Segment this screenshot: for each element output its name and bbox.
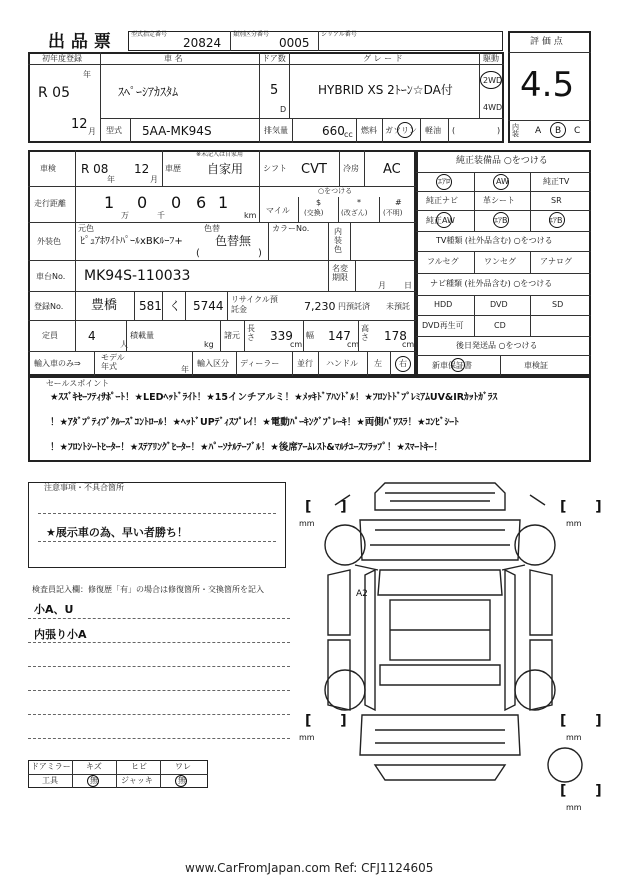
equip-aw: AW [496, 177, 509, 186]
first-reg-year-unit: 年 [83, 70, 91, 79]
repaint-label: 色替 [204, 224, 220, 233]
shift-value: CVT [301, 162, 327, 177]
mileage-digit-5: 1 [218, 193, 229, 212]
diesel-open-paren: ( [452, 126, 456, 135]
equip-navi: 純正ナビ [426, 196, 458, 205]
tv-oneseg: ワンセグ [484, 257, 516, 266]
interior-selected-circle [550, 122, 566, 138]
shaken-month: 12 [134, 162, 150, 176]
orig-color-value: ﾋﾟｭｱﾎﾜｲﾄﾊﾟｰﾙxBKﾙｰﾌ+ [80, 236, 183, 247]
mileage-label: 走行距離 [34, 199, 66, 208]
length-value: 339 [270, 329, 293, 343]
mileage-km-unit: km [244, 211, 257, 220]
damage-mark-a2: A2 [356, 589, 368, 599]
legend-door-mirror: ドアミラー [31, 762, 71, 771]
equip-airbag-1-circle [493, 212, 509, 228]
katashiki-value: 20824 [183, 36, 222, 50]
legend-jack-value: 無 [178, 776, 186, 785]
exchange-label: (交換) [304, 209, 324, 217]
tv-analog: アナログ [540, 257, 572, 266]
tv-header: TV種類 (社外品含む) ○をつける [436, 236, 553, 245]
handle-left: 左 [374, 359, 382, 368]
tread-mm-fl: mm [299, 519, 315, 528]
repaint-value: 色替無 [215, 234, 252, 248]
shaken-year-unit: 年 [107, 175, 115, 184]
recycle-value: 7,230 [304, 300, 336, 313]
load-unit: kg [204, 340, 214, 349]
tamper-symbol: * [357, 198, 361, 207]
displacement-value: 660 [322, 124, 345, 138]
equipment-header: 純正装備品 ○をつける [456, 156, 548, 166]
defect-text: ★展示車の為、早い者勝ち！ [46, 526, 188, 539]
fuel-value: ガソリン [385, 126, 417, 135]
sales-points-label: セールスポイント [46, 379, 110, 388]
tread-bracket-fl: [ ] [305, 499, 359, 515]
height-unit: cm [402, 340, 415, 349]
width-value: 147 [328, 329, 351, 343]
repaint-close-paren: ) [258, 248, 262, 259]
score-value: 4.5 [520, 65, 575, 105]
legend-kizu: キズ [86, 762, 102, 771]
inspector-line-1: 小A、U [34, 603, 74, 616]
footer-watermark: www.CarFromJapan.com Ref: CFJ1124605 [185, 861, 434, 875]
plate-label: 登録No. [34, 302, 64, 311]
grade-label: グ レ ー ド [363, 54, 403, 63]
first-reg-label: 初年度登録 [42, 54, 82, 63]
ruibetsu-value: 0005 [279, 36, 310, 50]
shaken-label: 車検 [40, 164, 56, 173]
tamper-label: (改ざん) [341, 209, 368, 217]
legend-tools: 工具 [42, 776, 58, 785]
mileage-note: ○をつける [318, 187, 353, 195]
legend-ware: ワレ [175, 762, 191, 771]
model-label: 型式 [106, 126, 122, 135]
tread-bracket-spare: [ ] [560, 783, 614, 799]
chassis-value: MK94S-110033 [84, 268, 191, 284]
plate-kana: く [169, 299, 182, 313]
fuel-label: 燃料 [361, 126, 377, 135]
drive-selected-circle [480, 71, 502, 89]
score-label: 評 価 点 [530, 37, 563, 47]
shaken-month-unit: 月 [150, 175, 158, 184]
capacity-value: 4 [88, 329, 96, 343]
mileage-digit-1: 1 [104, 193, 115, 212]
height-label: 高さ [361, 324, 369, 342]
name-label: 車 名 [164, 54, 183, 63]
color-no-label: カラーNo. [272, 224, 310, 233]
navi-hdd: HDD [434, 300, 453, 309]
legend-jack: ジャッキ [121, 776, 153, 785]
navi-cd: CD [494, 321, 506, 330]
navi-dvd-play: DVD再生可 [422, 321, 464, 330]
interior-color-label: 内装色 [334, 227, 342, 254]
equip-genuine-aw: 純正AW [426, 216, 455, 225]
drive-label: 駆動 [483, 54, 499, 63]
later-header: 後日発送品 ○をつける [456, 341, 538, 350]
equip-aero: ｴｱﾛ [438, 177, 450, 186]
navi-header: ナビ種類 (社外品含む) ○をつける [430, 279, 553, 288]
equip-tv: 純正TV [543, 177, 570, 186]
tread-mm-spare: mm [566, 803, 582, 812]
tread-bracket-rl: [ ] [305, 713, 359, 729]
equip-genuine-aw-circle [436, 212, 452, 228]
exchange-symbol: $ [316, 198, 322, 207]
doors-sub: D [280, 105, 287, 114]
recycle-unpaid: 未預託 [386, 302, 410, 311]
first-reg-month-unit: 月 [88, 127, 96, 136]
interior-opt-b: B [555, 126, 562, 136]
parallel-label: 並行 [297, 359, 313, 368]
ac-label: 冷房 [343, 164, 359, 173]
mile-label: マイル [266, 206, 290, 215]
tread-bracket-rr: [ ] [560, 713, 614, 729]
navi-dvd: DVD [490, 300, 508, 309]
mileage-man-unit: 万 [121, 211, 129, 220]
drive-2wd: 2WD [483, 76, 503, 85]
name-change-label: 名変期限 [332, 264, 348, 282]
dims-label: 諸元 [224, 331, 240, 340]
handle-selected-circle [395, 356, 411, 372]
displacement-unit: cc [344, 130, 353, 139]
sales-point-line-3: ！★ﾌﾛﾝﾄｼｰﾄﾋｰﾀｰ！★ｽﾃｱﾘﾝｸﾞﾋｰﾀｰ！★ﾊﾟｰｿﾅﾙﾃｰﾌﾞﾙ！★後席ｱｰﾑﾚｽﾄ&ﾏﾙﾁﾕｰｽﾌﾗｯﾌﾟ！★ｽﾏｰﾄｷｰ！ [50, 442, 443, 453]
repaint-open-paren: ( [196, 248, 200, 259]
navi-sd: SD [552, 300, 564, 309]
mileage-digit-4: 6 [196, 193, 207, 212]
ac-value: AC [383, 162, 401, 177]
height-value: 178 [384, 329, 407, 343]
first-reg-year: R 05 [38, 85, 70, 101]
mileage-digit-2: 0 [137, 193, 148, 212]
defect-box [28, 482, 286, 568]
import-label: 輸入車のみ⇒ [34, 359, 81, 368]
equip-leather: 革シート [483, 196, 515, 205]
later-warranty: 新車保証書 [432, 361, 472, 370]
plate-class: 581 [139, 299, 162, 313]
recycle-label: リサイクル預託金 [231, 295, 278, 314]
later-warranty-circle [451, 358, 465, 372]
plate-number: 5744 [193, 299, 224, 313]
sales-point-line-2: ！★ｱﾀﾞﾌﾟﾃｨﾌﾞｸﾙｰｽﾞｺﾝﾄﾛｰﾙ！★ﾍｯﾄﾞUPﾃﾞｨｽﾌﾟﾚｲ！★電動ﾊﾟｰｷﾝｸﾞﾌﾞﾚｰｷ！★両側ﾊﾟﾜｽﾗ！★ｺﾝﾋﾞｼｰﾄ [50, 417, 459, 428]
equip-airbag-2-circle [549, 212, 565, 228]
length-unit: cm [290, 340, 303, 349]
diesel-close-paren: ) [497, 126, 501, 135]
interior-opt-a: A [535, 126, 542, 136]
chassis-label: 車台No. [36, 272, 66, 281]
legend-tools-circle [87, 775, 99, 787]
handle-right: 右 [399, 359, 407, 368]
fuel-selected-circle [397, 122, 413, 138]
width-label: 幅 [306, 331, 314, 340]
capacity-label: 定員 [42, 331, 58, 340]
shaken-year: R 08 [81, 162, 109, 176]
name-change-day: 日 [404, 281, 412, 290]
equip-airbag-2: ｴｱB [549, 216, 563, 225]
doors-label: ドア数 [262, 54, 286, 63]
load-label: 積載量 [130, 331, 154, 340]
usage-label: 車歴 [165, 164, 181, 173]
tread-mm-rr: mm [566, 733, 582, 742]
import-class-label: 輸入区分 [197, 359, 229, 368]
equip-sr: SR [551, 196, 562, 205]
model-year-unit: 年 [181, 365, 189, 374]
later-shakensho: 車検証 [524, 361, 548, 370]
interior-opt-c: C [574, 126, 581, 136]
shift-label: シフト [263, 164, 287, 173]
page-title: 出 品 票 [48, 32, 111, 52]
ruibetsu-label: 類別区分番号 [233, 31, 270, 38]
mileage-sen-unit: 千 [157, 211, 165, 220]
tread-bracket-fr: [ ] [560, 499, 614, 515]
car-damage-diagram [290, 475, 590, 815]
first-reg-month: 12 [71, 117, 88, 132]
legend-jack-circle [175, 775, 187, 787]
width-unit: cm [347, 340, 360, 349]
doors-value: 5 [270, 83, 279, 98]
equip-aero-circle [436, 174, 452, 190]
tread-mm-rl: mm [299, 733, 315, 742]
recycle-status: 円預託済 [338, 302, 370, 311]
mileage-digit-3: 0 [171, 193, 182, 212]
color-label: 外装色 [37, 237, 61, 246]
legend-hibi: ヒビ [131, 762, 147, 771]
usage-note: ※未記入は自家用 [196, 151, 244, 158]
capacity-unit: 人 [120, 340, 128, 349]
plate-region: 豊橋 [91, 298, 118, 313]
displacement-label: 排気量 [264, 126, 288, 135]
diesel-label: 軽油 [425, 126, 441, 135]
legend-tools-value: 無 [90, 776, 98, 785]
name-change-month: 月 [378, 281, 386, 290]
orig-color-label: 元色 [78, 224, 94, 233]
drive-4wd: 4WD [483, 103, 503, 112]
car-name: ｽﾍﾟｰｼｱｶｽﾀﾑ [118, 85, 179, 99]
inspector-line-2: 内張り小A [34, 628, 87, 641]
length-label: 長さ [247, 324, 255, 342]
model-value: 5AA-MK94S [142, 124, 212, 138]
grade-value: HYBRID XS 2ﾄｰﾝ☆DA付 [318, 83, 453, 97]
katashiki-label: 型式指定番号 [131, 31, 168, 38]
dealer-label: ディーラー [240, 359, 280, 368]
interior-label: 内装 [512, 123, 519, 138]
sales-point-line-1: ★ｽｽﾞｷｾｰﾌﾃｨｻﾎﾟｰﾄ！★LEDﾍｯﾄﾞﾗｲﾄ！★15インチアルミ！★ﾒｯｷﾄﾞｱﾊﾝﾄﾞﾙ！★ﾌﾛﾝﾄﾄﾞﾌﾟﾚﾐｱﾑUV&IRｶｯﾄｶﾞﾗｽ [50, 392, 498, 403]
tv-fullseg: フルセグ [427, 257, 459, 266]
unknown-label: (不明) [383, 209, 403, 217]
model-year-label: モデル年式 [101, 353, 125, 371]
usage-value: 自家用 [207, 162, 244, 176]
inspector-label: 検査員記入欄：修復歴「有」の場合は修復箇所・交換箇所を記入 [32, 585, 264, 594]
serial-label: シリアル番号 [321, 31, 357, 38]
defect-label: 注意事項・不具合箇所 [44, 483, 124, 492]
equip-airbag-1: ｴｱB [494, 216, 508, 225]
equip-aw-circle [493, 174, 509, 190]
handle-label: ハンドル [326, 359, 358, 368]
unknown-symbol: # [395, 198, 402, 207]
tread-mm-fr: mm [566, 519, 582, 528]
